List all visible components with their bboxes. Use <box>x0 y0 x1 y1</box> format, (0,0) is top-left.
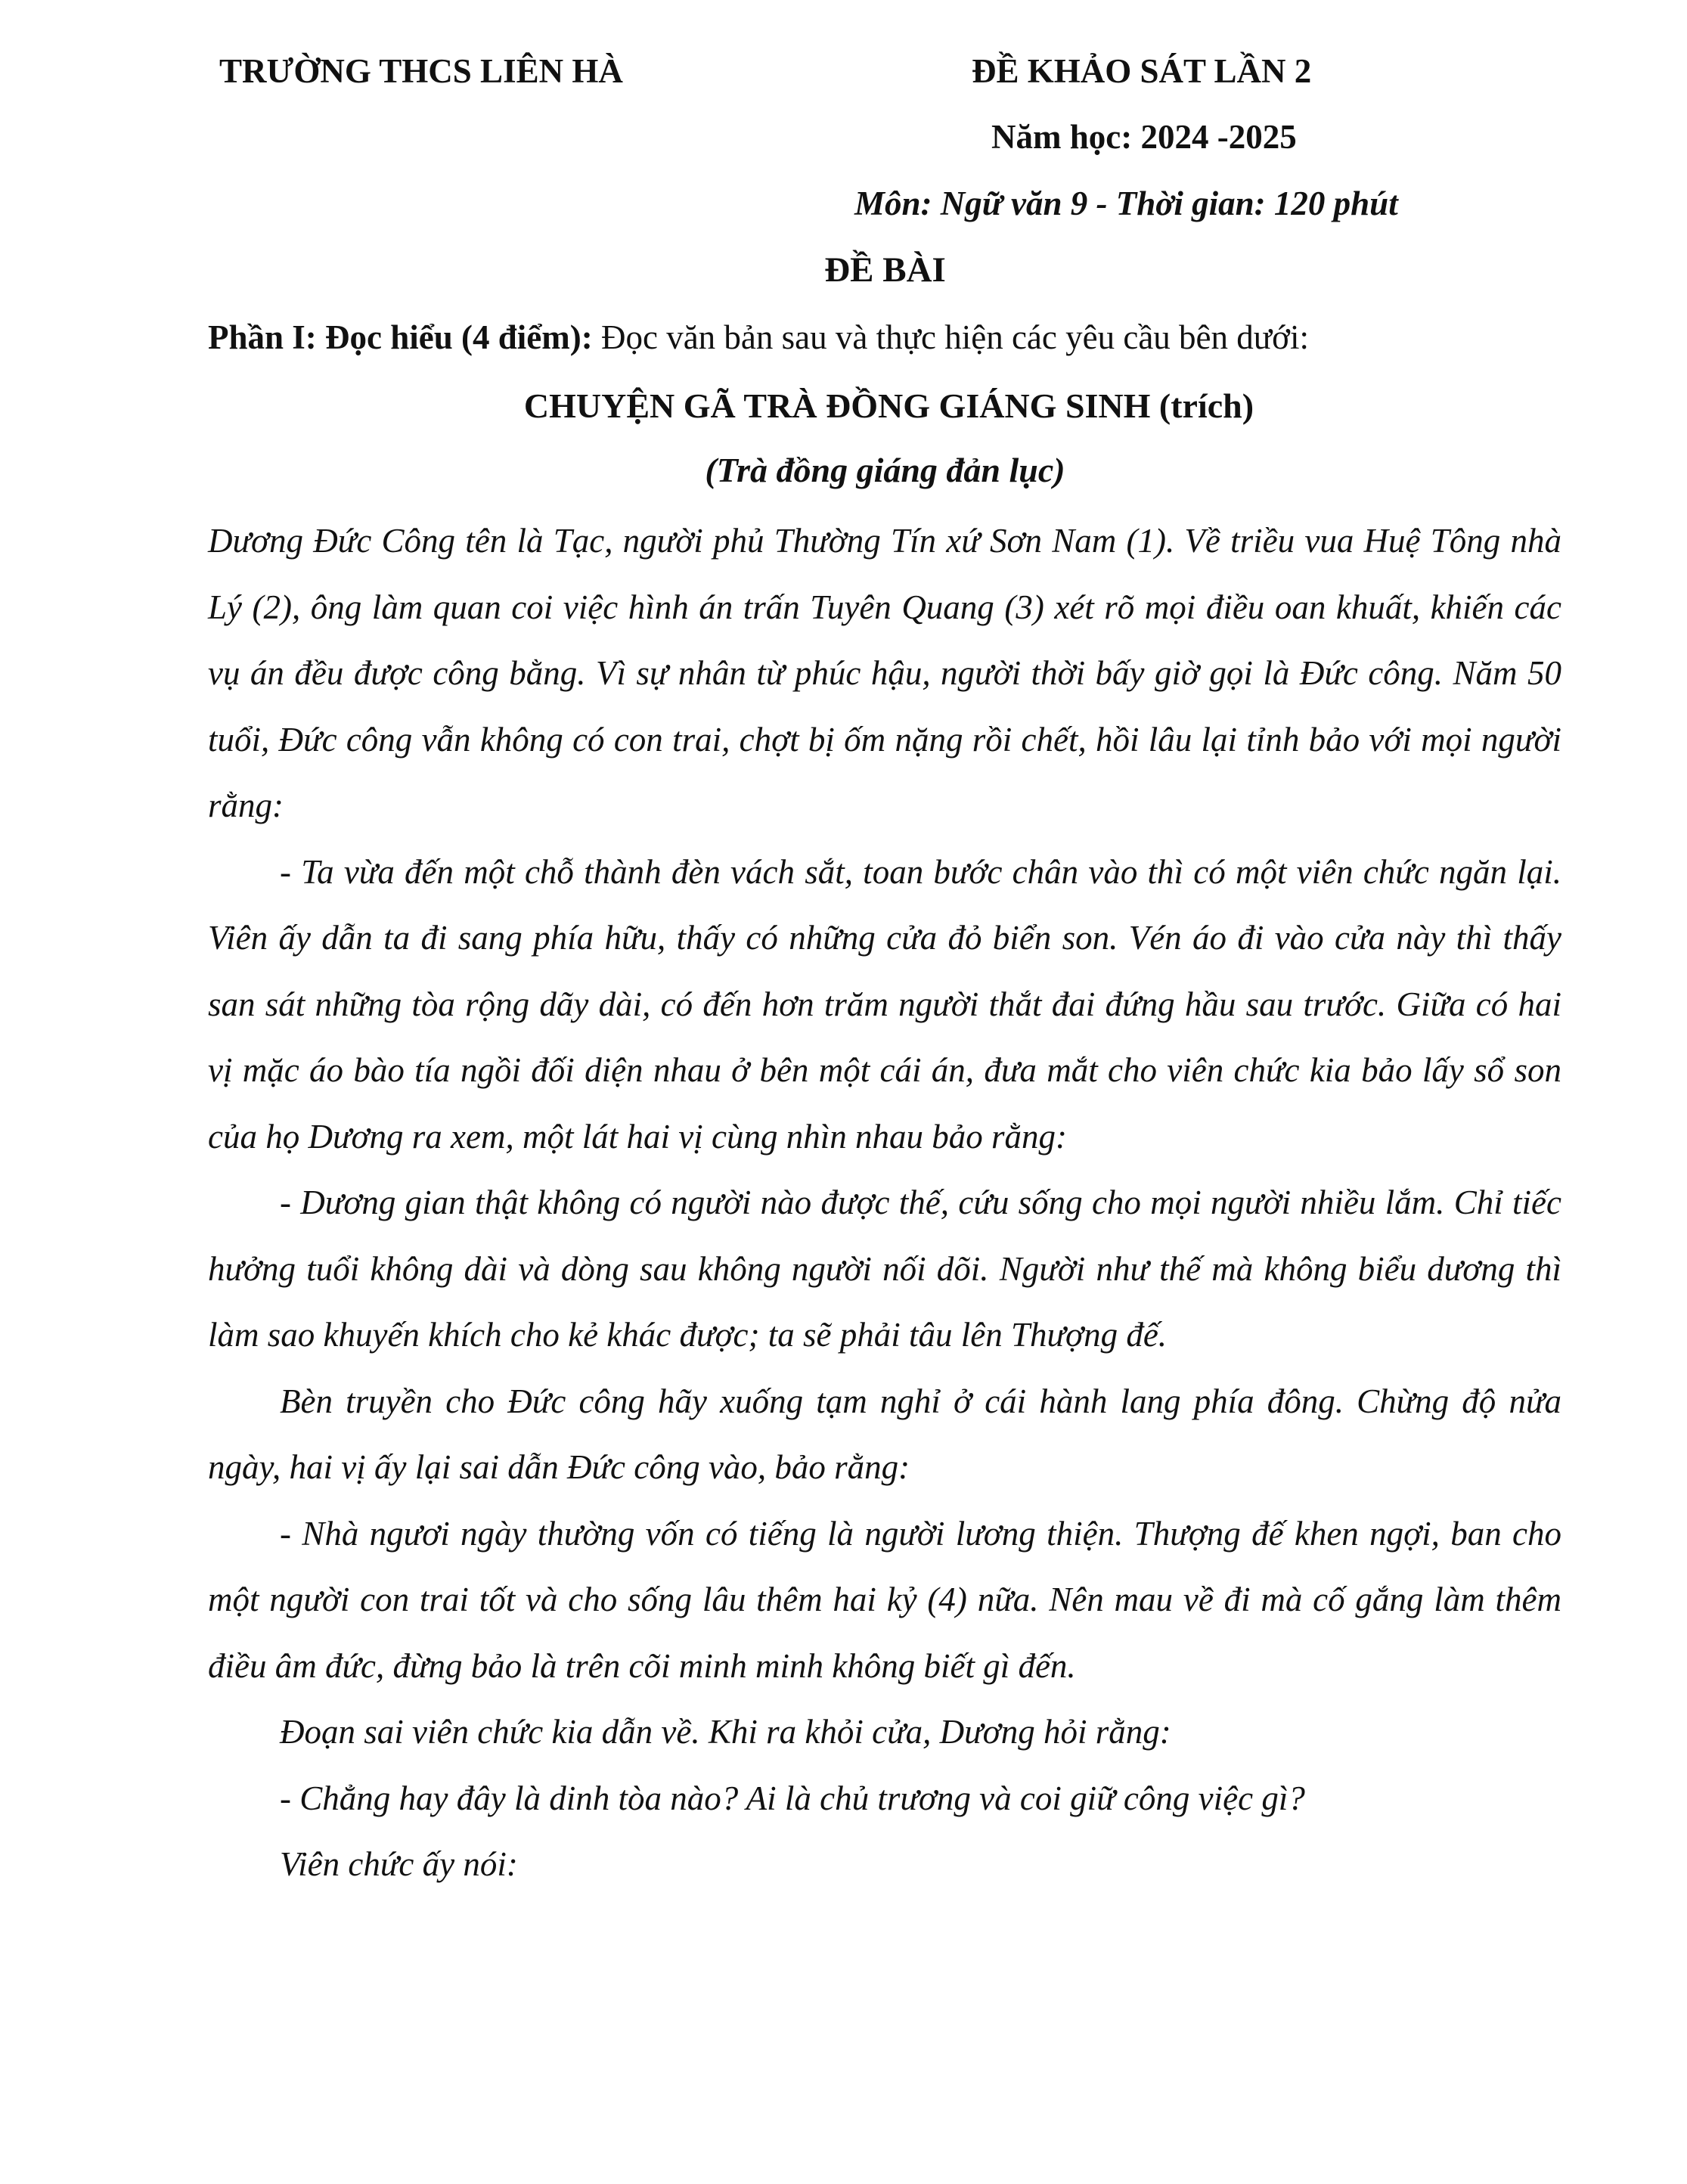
part1-instruction: Đọc văn bản sau và thực hiện các yêu cầu bên dưới: <box>592 318 1309 356</box>
story-paragraph: - Nhà ngươi ngày thường vốn có tiếng là người lương thiện. Thượng đế khen ngợi, ban cho một người con trai tốt và cho sống lâu thêm hai kỷ (4) nữa. Nên mau về đi mà cố gắng làm thêm điều âm đức, đừng bảo là trên cõi minh minh không biết gì đến. <box>208 1514 1561 1685</box>
story-body <box>208 508 1561 1898</box>
section-title: ĐỀ BÀI <box>824 250 946 290</box>
exam-title: ĐỀ KHẢO SÁT LẦN 2 <box>972 52 1312 90</box>
school-year: Năm học: 2024 -2025 <box>991 118 1297 156</box>
story-paragraph: Đoạn sai viên chức kia dẫn về. Khi ra khỏi cửa, Dương hỏi rằng: <box>280 1713 1171 1751</box>
part1-heading <box>208 318 1309 357</box>
story-paragraph: Bèn truyền cho Đức công hãy xuống tạm nghỉ ở cái hành lang phía đông. Chừng độ nửa ngày, hai vị ấy lại sai dẫn Đức công vào, bảo rằng: <box>208 1382 1561 1486</box>
story-paragraph: Dương Đức Công tên là Tạc, người phủ Thường Tín xứ Sơn Nam (1). Về triều vua Huệ Tông nhà Lý (2), ông làm quan coi việc hình án trấn Tuyên Quang (3) xét rõ mọi điều oan khuất, khiến các vụ án đều được công bằng. Vì sự nhân từ phúc hậu, người thời bấy giờ gọi là Đức công. Năm 50 tuổi, Đức công vẫn không có con trai, chợt bị ốm nặng rồi chết, hồi lâu lại tỉnh bảo với mọi người rằng: <box>208 522 1561 824</box>
story-paragraph: - Ta vừa đến một chỗ thành đèn vách sắt, toan bước chân vào thì có một viên chức ngăn lại. Viên ấy dẫn ta đi sang phía hữu, thấy có những cửa đỏ biển son. Vén áo đi vào cửa này thì thấy san sát những tòa rộng dãy dài, có đến hơn trăm người thắt đai đứng hầu sau trước. Giữa có hai vị mặc áo bào tía ngồi đối diện nhau ở bên một cái án, đưa mắt cho viên chức kia bảo lấy sổ son của họ Dương ra xem, một lát hai vị cùng nhìn nhau bảo rằng: <box>208 852 1561 1156</box>
story-paragraph: Viên chức ấy nói: <box>280 1845 518 1883</box>
school-name: TRƯỜNG THCS LIÊN HÀ <box>219 52 623 90</box>
story-paragraph: - Chẳng hay đây là dinh tòa nào? Ai là chủ trương và coi giữ công việc gì? <box>280 1779 1305 1817</box>
story-source: (Trà đồng giáng đản lục) <box>705 451 1065 489</box>
story-title: CHUYỆN GÃ TRÀ ĐỒNG GIÁNG SINH (trích) <box>523 386 1254 425</box>
part1-label: Phần I: Đọc hiểu (4 điểm): <box>208 318 593 356</box>
subject-line: Môn: Ngữ văn 9 - Thời gian: 120 phút <box>854 185 1398 222</box>
story-paragraph: - Dương gian thật không có người nào được thế, cứu sống cho mọi người nhiều lắm. Chỉ tiếc hưởng tuổi không dài và dòng sau không người nối dõi. Người như thế mà không biểu dương thì làm sao khuyến khích cho kẻ khác được; ta sẽ phải tâu lên Thượng đế. <box>208 1184 1561 1354</box>
